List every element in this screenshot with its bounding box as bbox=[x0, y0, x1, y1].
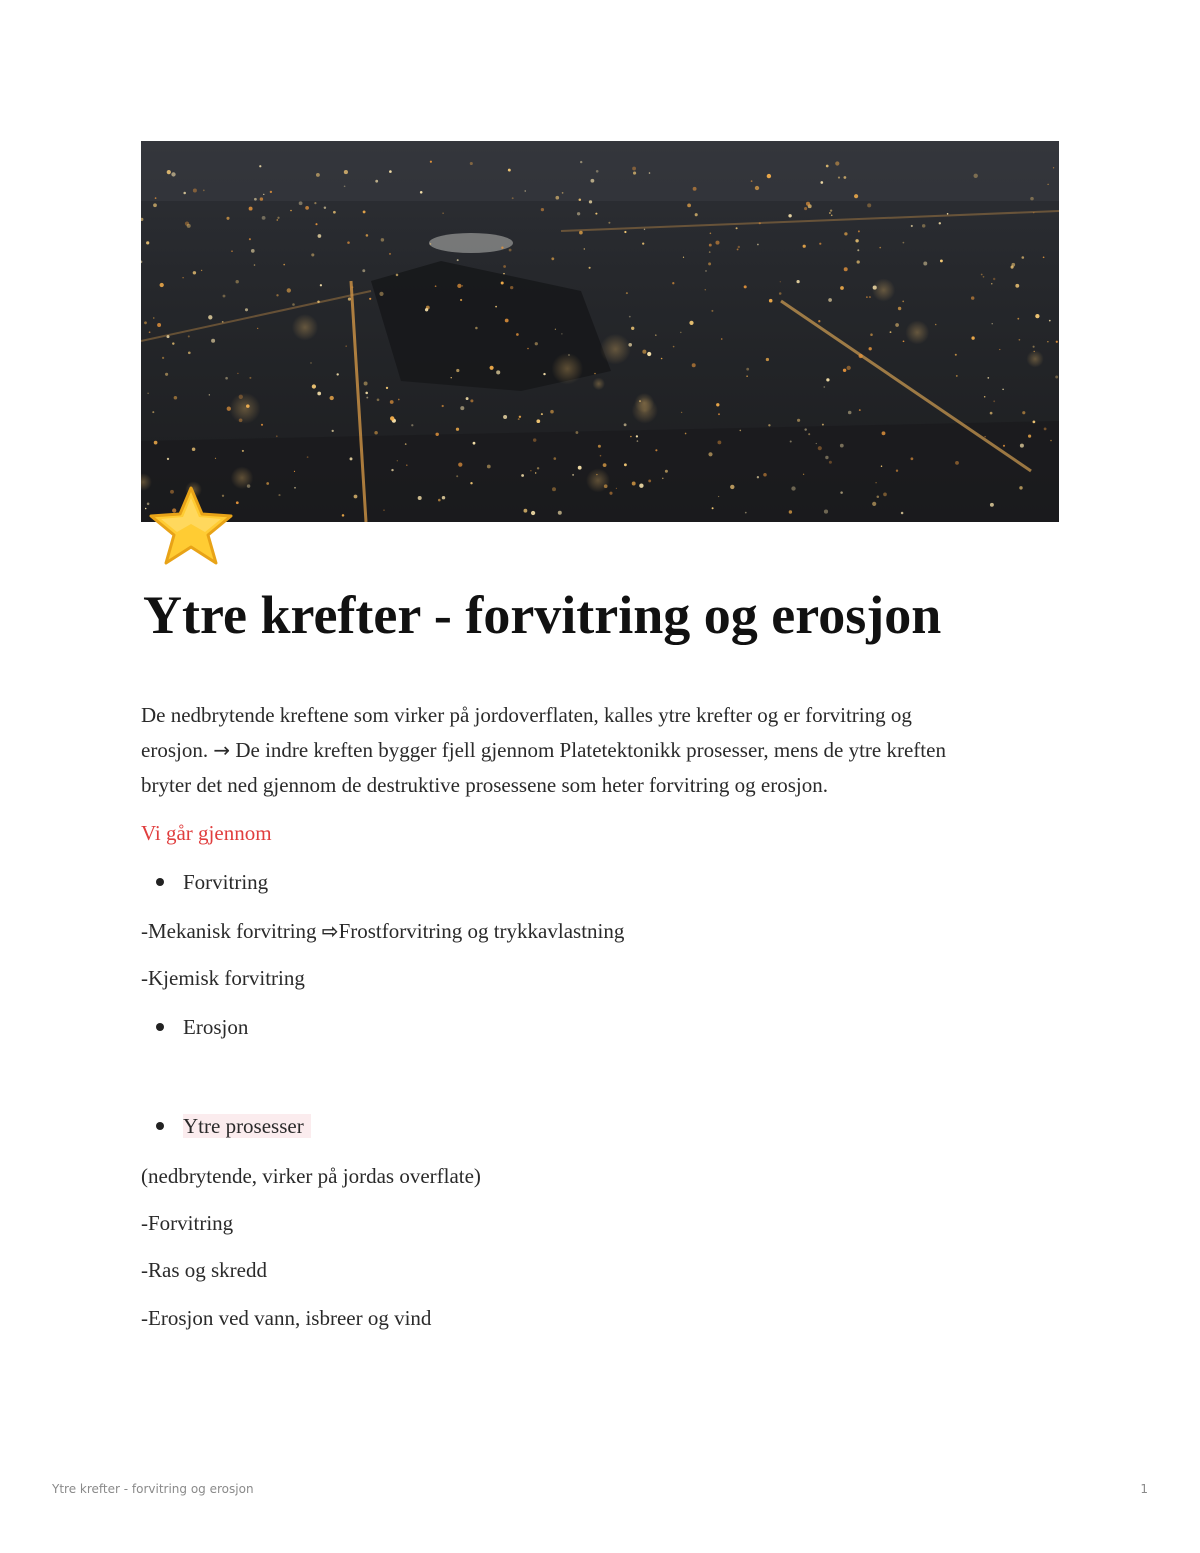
footer-title: Ytre krefter - forvitring og erosjon bbox=[52, 1482, 254, 1496]
process-item: -Forvitring bbox=[141, 1211, 234, 1235]
chemical-weathering-line: -Kjemisk forvitring bbox=[141, 966, 305, 990]
outlined-arrow-icon: ⇨ bbox=[321, 919, 339, 943]
page-title: Ytre krefter - forvitring og erosjon bbox=[143, 585, 942, 645]
mechanical-label: -Mekanisk forvitring bbox=[141, 919, 322, 943]
bullet-item-erosjon bbox=[141, 1010, 1059, 1045]
mechanical-detail: Frostforvitring og trykkavlastning bbox=[338, 919, 625, 943]
mechanical-weathering-line bbox=[141, 914, 1059, 949]
bullet-item-forvitring bbox=[141, 865, 1059, 900]
bullet-dot-icon bbox=[156, 1023, 164, 1031]
bullet-label: Erosjon bbox=[183, 1015, 249, 1039]
highlighted-label: Ytre prosesser bbox=[183, 1114, 311, 1138]
cover-image bbox=[141, 141, 1059, 522]
page-number: 1 bbox=[1140, 1482, 1148, 1496]
bullet-label: Forvitring bbox=[183, 870, 269, 894]
intro-line-1: De nedbrytende kreftene som virker på jordoverflaten, kalles ytre krefter og er forvitring og bbox=[141, 703, 912, 727]
intro-paragraph bbox=[141, 698, 1059, 803]
process-item: -Ras og skredd bbox=[141, 1258, 267, 1282]
intro-line-3: bryter det ned gjennom de destruktive prosessene som heter forvitring og erosjon. bbox=[141, 773, 828, 797]
process-item: -Erosjon ved vann, isbreer og vind bbox=[141, 1306, 432, 1330]
night-city-photo bbox=[141, 141, 1059, 522]
bullet-dot-icon bbox=[156, 1122, 164, 1130]
star-icon[interactable] bbox=[147, 484, 235, 566]
bullet-dot-icon bbox=[156, 878, 164, 886]
right-arrow-icon: → bbox=[213, 738, 231, 762]
bullet-item-ytre-prosesser bbox=[141, 1109, 1059, 1144]
intro-line-2-end: De indre kreften bygger fjell gjennom Platetektonikk prosesser, mens de ytre kreften bbox=[230, 738, 946, 762]
page-content bbox=[141, 698, 1059, 1336]
section-heading: Vi går gjennom bbox=[141, 821, 272, 845]
intro-line-2-start: erosjon. bbox=[141, 738, 214, 762]
processes-description: (nedbrytende, virker på jordas overflate) bbox=[141, 1164, 481, 1188]
